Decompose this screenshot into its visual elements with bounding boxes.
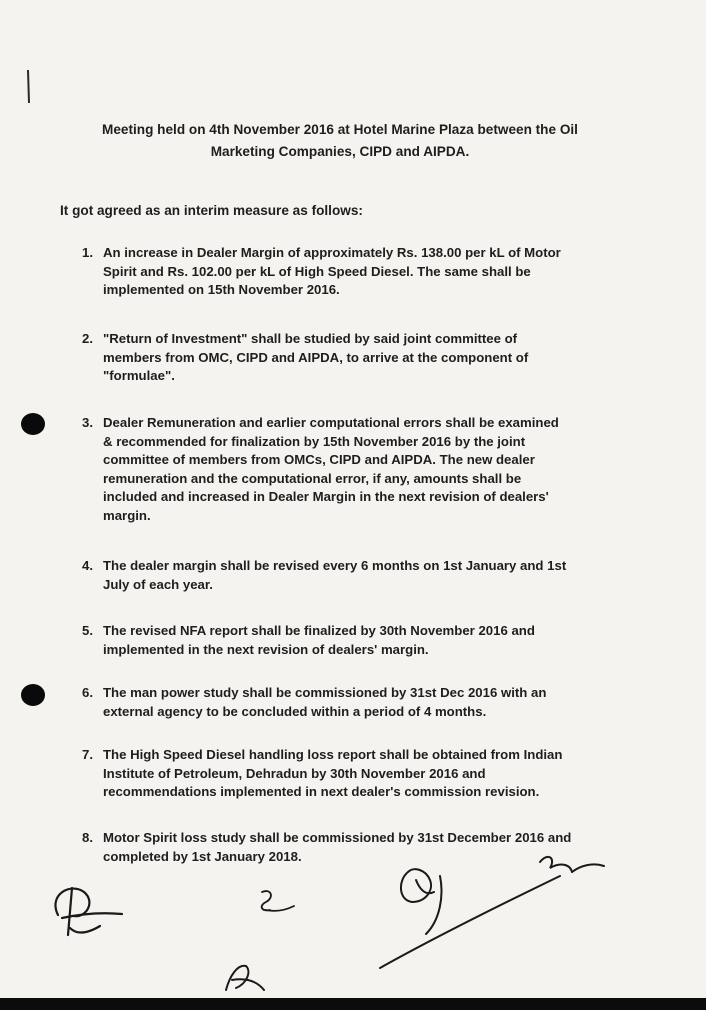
item-line: The High Speed Diesel handling loss report shall be obtained from Indian [103, 747, 563, 762]
item-number: 3. [82, 415, 93, 430]
item-line: committee of members from OMCs, CIPD and AIPDA. The new dealer [103, 452, 535, 468]
item-line: July of each year. [103, 576, 213, 592]
item-line: The man power study shall be commissioned by 31st Dec 2016 with an [103, 685, 547, 700]
list-item-2 [82, 330, 642, 386]
signature-1 [55, 888, 122, 935]
title-line-2: Marketing Companies, CIPD and AIPDA. [210, 144, 470, 159]
item-line: The revised NFA report shall be finalized by 30th November 2016 and [103, 623, 535, 638]
item-number: 1. [82, 245, 93, 260]
item-line: Dealer Remuneration and earlier computational errors shall be examined [103, 415, 559, 430]
list-item-8 [82, 829, 642, 866]
title-line-1: Meeting held on 4th November 2016 at Hotel Marine Plaza between the Oil [102, 122, 578, 137]
item-line: & recommended for finalization by 15th November 2016 by the joint [103, 433, 526, 449]
item-line: members from OMC, CIPD and AIPDA, to arrive at the component of [103, 349, 529, 365]
item-number: 8. [82, 830, 93, 845]
intro-text: It got agreed as an interim measure as follows: [60, 203, 363, 218]
item-number: 5. [82, 623, 93, 638]
signature-2 [262, 891, 294, 911]
item-line: Spirit and Rs. 102.00 per kL of High Speed Diesel. The same shall be [103, 263, 531, 279]
item-line: implemented on 15th November 2016. [103, 282, 340, 298]
signature-5 [226, 966, 264, 990]
item-number: 7. [82, 747, 93, 762]
signature-3 [380, 869, 560, 968]
document-title [80, 119, 600, 163]
item-line: remuneration and the computational error, if any, amounts shall be [103, 470, 522, 486]
list-item-5 [82, 622, 642, 659]
punch-hole [21, 684, 45, 706]
item-line: The dealer margin shall be revised every 6 months on 1st January and 1st [103, 558, 567, 573]
list-item-1 [82, 244, 642, 300]
item-line: recommendations implemented in next dealer's commission revision. [103, 784, 540, 800]
item-line: completed by 1st January 2018. [103, 848, 302, 864]
item-line: Institute of Petroleum, Dehradun by 30th November 2016 and [103, 765, 486, 781]
item-number: 4. [82, 558, 93, 573]
item-line: implemented in the next revision of dealers' margin. [103, 641, 429, 657]
item-line: margin. [103, 507, 151, 523]
pen-stroke-mark [28, 70, 29, 103]
list-item-6 [82, 684, 642, 721]
item-line: Motor Spirit loss study shall be commissioned by 31st December 2016 and [103, 830, 572, 845]
item-line: "formulae". [103, 368, 175, 384]
item-line: included and increased in Dealer Margin in the next revision of dealers' [103, 489, 549, 505]
item-number: 2. [82, 331, 93, 346]
list-item-7 [82, 746, 642, 802]
item-line: external agency to be concluded within a period of 4 months. [103, 703, 487, 719]
item-number: 6. [82, 685, 93, 700]
list-item-3 [82, 414, 642, 526]
scan-edge-bar [0, 998, 706, 1010]
punch-hole [21, 413, 45, 435]
item-line: An increase in Dealer Margin of approximately Rs. 138.00 per kL of Motor [103, 245, 561, 260]
list-item-4 [82, 557, 642, 594]
item-line: "Return of Investment" shall be studied by said joint committee of [103, 331, 518, 346]
